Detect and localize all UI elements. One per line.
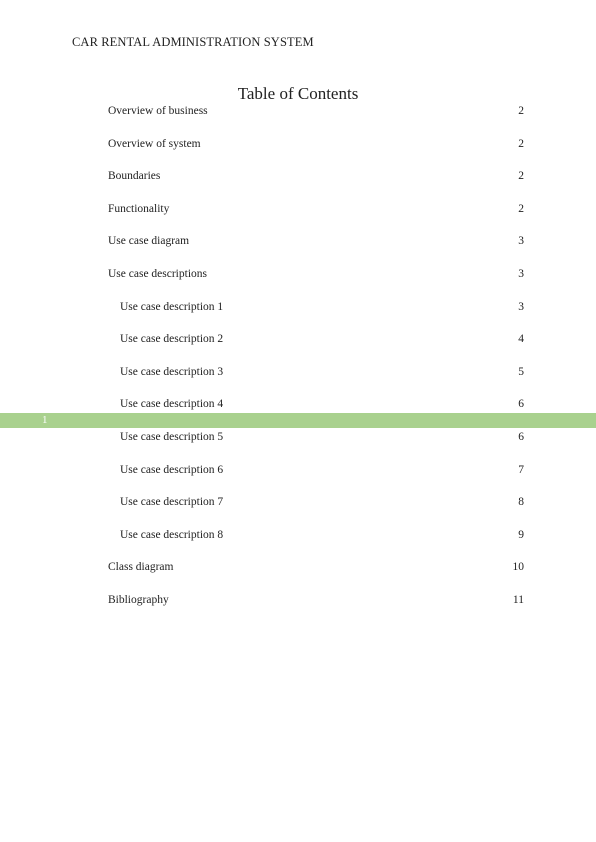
toc-subentry[interactable]: [108, 494, 524, 527]
toc-entry-page: 11: [512, 593, 524, 606]
toc-entry-text: Bibliography: [108, 593, 169, 606]
toc-entry-page: 4: [518, 333, 524, 346]
toc-entry-page: 3: [518, 235, 524, 248]
toc-entry-text: Use case description 2: [120, 333, 224, 346]
toc-entry-page: 5: [518, 365, 524, 378]
toc-entry-text: Use case diagram: [108, 235, 190, 248]
running-header: CAR RENTAL ADMINISTRATION SYSTEM: [72, 35, 314, 49]
toc-subentry[interactable]: [108, 331, 524, 364]
toc-subentry[interactable]: [108, 299, 524, 332]
toc-entry[interactable]: [108, 136, 524, 169]
toc-entry[interactable]: [108, 592, 524, 625]
toc-entry-text: Class diagram: [108, 561, 174, 574]
toc-entry-text: Use case description 4: [120, 398, 224, 411]
toc-entry-text: Use case descriptions: [108, 267, 207, 280]
toc-entry-text: Overview of system: [108, 137, 201, 150]
toc-entry[interactable]: [108, 559, 524, 592]
toc-entry-text: Use case description 5: [120, 430, 224, 443]
toc-entry[interactable]: [108, 233, 524, 266]
toc-subentry[interactable]: [108, 462, 524, 495]
toc-entry[interactable]: [108, 103, 524, 136]
toc-entry-page: 10: [512, 561, 524, 574]
toc-entry-text: Use case description 1: [120, 300, 224, 313]
toc-entry-page: 2: [518, 105, 524, 117]
toc-entry-page: 6: [518, 398, 524, 411]
toc-entry-text: Boundaries: [108, 170, 161, 183]
toc-subentry[interactable]: [108, 364, 524, 397]
toc-subentry[interactable]: [108, 429, 524, 462]
toc-entry-page: 2: [518, 202, 524, 215]
toc-title: Table of Contents: [237, 84, 359, 103]
toc-entry-page: 9: [518, 528, 524, 541]
toc-entry[interactable]: [108, 266, 524, 299]
toc-entry-text: Use case description 8: [120, 528, 224, 541]
toc-subentry[interactable]: [108, 396, 524, 429]
toc-entry-page: 3: [518, 300, 524, 313]
toc-entry-page: 2: [518, 170, 524, 183]
toc-entry-text: Use case description 3: [120, 365, 224, 378]
toc-entry-page: 6: [518, 430, 524, 443]
toc-subentry[interactable]: [108, 527, 524, 560]
toc-entry-page: 2: [518, 137, 524, 150]
toc-entry-text: Overview of business: [108, 105, 208, 117]
toc-entry-page: 3: [518, 267, 524, 280]
margin-marker: 1: [42, 414, 48, 426]
toc-entry-text: Use case description 7: [120, 496, 224, 509]
toc-entry-text: Functionality: [108, 202, 170, 215]
toc-entry-page: 7: [518, 463, 524, 476]
toc-entry-page: 8: [518, 496, 524, 509]
toc-entry[interactable]: [108, 168, 524, 201]
toc-entry[interactable]: [108, 201, 524, 234]
toc-entry-text: Use case description 6: [120, 463, 224, 476]
toc-list: [108, 103, 524, 625]
